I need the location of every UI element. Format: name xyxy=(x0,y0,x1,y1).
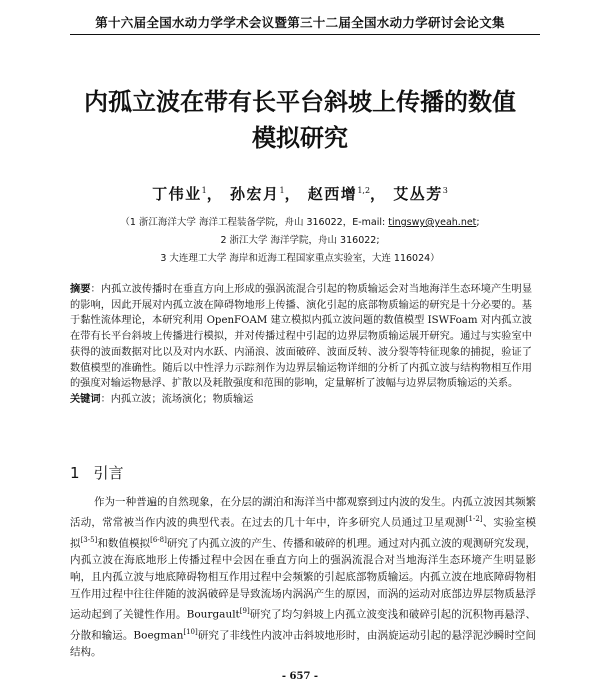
citation-ref: [1-2] xyxy=(465,515,483,523)
citation-ref: [9] xyxy=(239,607,250,615)
author-affil-mark: 1 xyxy=(279,186,285,195)
affiliation-1-end: ; xyxy=(476,217,480,228)
affiliation-2: 2 浙江大学 海洋学院，舟山 316022; xyxy=(220,235,380,246)
abstract-text: ：内孤立波传播时在垂直方向上形成的强涡流混合引起的物质输运会对当地海洋生态环境产生明显的影响，因此开展对内孤立波在障碍物地形上传播、演化引起的底部物质输运的研究是十分必要的。基于黏性流体理论，本研究利用 OpenFOAM 建立模拟内孤立波问题的数值模型 ISWFoam 对内孤立波在带有长平台斜坡上传播进行模拟，并对传播过程中引起的边界层物质输运展开研究。通过与实验室中获得的波面数据对比以及对内水跃、内涌浪、波面破碎、波面反转、波分裂等特征现象的捕捉，验证了数值模型的准确性。随后以中性浮力示踪剂作为边界层输运物详细的分析了内孤立波与结构物相互作用的强度对输运物悬浮、扩散以及耗散强度和范围的影响，定量解析了波幅与边界层物质输运的关系。 xyxy=(70,284,533,390)
citation-ref: [10] xyxy=(183,627,198,636)
affiliations xyxy=(0,214,600,268)
keywords-label: 关键词 xyxy=(70,392,101,405)
body-text: 研究了非线性内波冲击斜坡地形时，由涡旋运动引起的悬浮泥沙瞬时空间结构。 xyxy=(70,629,536,658)
author-name: 孙宏月 xyxy=(229,185,280,203)
affiliation-3: 3 大连理工大学 海岸和近海工程国家重点实验室，大连 116024） xyxy=(160,253,440,264)
paper-title xyxy=(40,84,560,156)
author-affil-mark: 3 xyxy=(442,186,448,195)
keywords-text: ：内孤立波；流场演化；物质输运 xyxy=(100,393,254,405)
keywords-line xyxy=(70,392,532,408)
abstract xyxy=(70,282,532,408)
body-text: 、实验室模拟 xyxy=(70,516,536,549)
affiliation-1-text: （1 浙江海洋大学 海洋工程装备学院，舟山 316022，E-mail: xyxy=(120,217,389,228)
running-header: 第十六届全国水动力学学术会议暨第三十二届全国水动力学研讨会论文集 xyxy=(95,15,505,30)
body-text: 作为一种普遍的自然现象，在分层的湖泊和海洋当中都观察到过内波的发生。内孤立波因其频繁活动，常常被当作内波的典型代表。在过去的几十年中，许多研究人员通过卫星观测 xyxy=(70,496,536,529)
author-name: 赵西增 xyxy=(307,185,358,203)
section-number: 1 xyxy=(70,464,80,482)
author-email-link[interactable]: tingswy@yeah.net xyxy=(388,217,477,228)
citation-ref: [3-5] xyxy=(80,535,98,544)
author-affil-mark: 1 xyxy=(201,186,207,195)
body-text: 研究了均匀斜坡上内孤立波变浅和破碎引起的沉积物再悬浮、分散和输运。Boegman xyxy=(70,608,536,641)
citation-ref: [6-8] xyxy=(150,535,167,544)
section-heading xyxy=(70,462,124,483)
author-list: 丁伟业$^1$， 孙宏月$^1$， 赵西增$^{1,2}$， 艾丛芳$^3$ xyxy=(152,185,448,203)
affiliation-1 xyxy=(0,214,600,232)
title-line-1: 内孤立波在带有长平台斜坡上传播的数值 xyxy=(84,88,516,116)
title-line-2: 模拟研究 xyxy=(252,124,348,152)
section-title: 引言 xyxy=(93,464,124,482)
abstract-paragraph xyxy=(70,282,532,392)
author-affil-mark: 1,2 xyxy=(357,186,371,195)
author-name: 艾丛芳 xyxy=(393,185,443,203)
body-text: 研究了内孤立波的产生、传播和破碎的机理。通过对内孤立波的观测研究发现，内孤立波在海底地形上传播过程中会因在垂直方向上的强涡流混合对当地海洋生态环境产生明显影响，且内孤立波与地底障碍物相互作用过程中会频繁的引起底部物质输运。内孤立波在地底障碍物相互作用过程中往往伴随的波涡破碎是导致流场内涡涡产生的原因，而涡的运动对底部边界层物质悬浮运动起到了关键性作用。Bourgault xyxy=(70,537,537,621)
abstract-label: 摘要 xyxy=(70,283,91,295)
page-number: - 657 - xyxy=(281,671,319,682)
header-rule xyxy=(70,34,540,35)
body-text: 和数值模拟 xyxy=(97,537,151,549)
body-paragraph xyxy=(70,494,536,661)
author-name: 丁伟业 xyxy=(152,185,202,203)
